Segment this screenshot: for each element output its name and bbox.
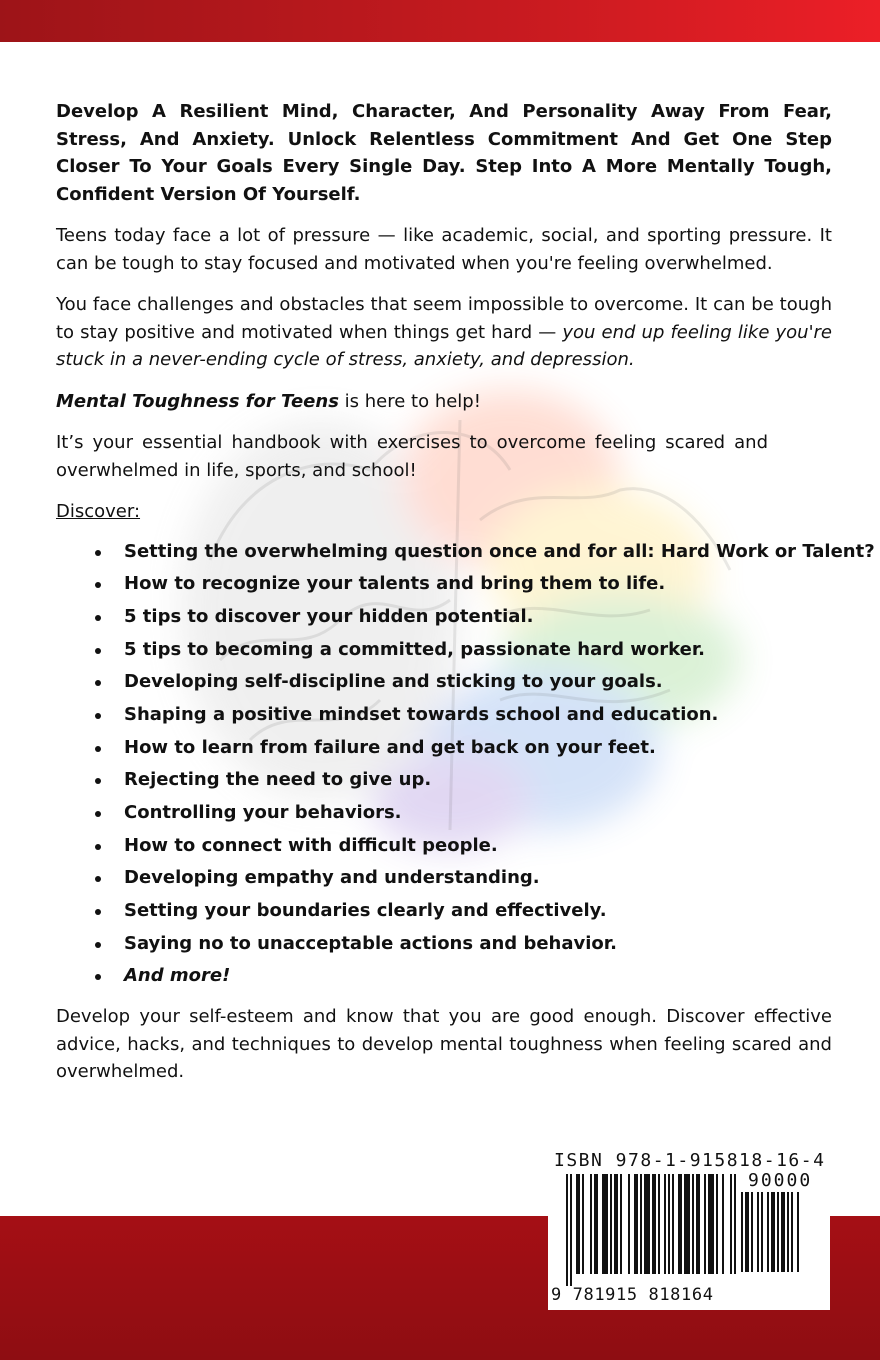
book-title: Mental Toughness for Teens bbox=[56, 390, 339, 412]
barcode-bar bbox=[761, 1192, 763, 1272]
list-item-more: And more! bbox=[56, 960, 832, 993]
barcode-bar bbox=[594, 1174, 598, 1274]
list-item: Developing empathy and understanding. bbox=[56, 862, 832, 895]
barcode-bar bbox=[614, 1174, 618, 1274]
list-item: 5 tips to discover your hidden potential. bbox=[56, 601, 832, 634]
isbn-barcode bbox=[548, 1150, 830, 1310]
barcode-bar bbox=[696, 1174, 700, 1274]
barcode-bar bbox=[684, 1174, 690, 1274]
challenge-text: You face challenges and obstacles that seem impossible to overcome. It can be tough to stay positive and motivated when things get hard — bbox=[56, 294, 832, 343]
barcode-bar bbox=[566, 1174, 568, 1286]
discover-label: Discover: bbox=[56, 501, 141, 522]
barcode-bar bbox=[634, 1174, 638, 1274]
barcode-bars bbox=[566, 1174, 736, 1292]
headline: Develop A Resilient Mind, Character, And Personality Away From Fear, Stress, And Anxiety. Unlock Relentless Commitment And Get One Step Closer To Your Goals Every Single Day. Step Into A More Mentally Tough, Confident Version Of Yourself. bbox=[56, 101, 832, 205]
list-item: Setting the overwhelming question once and for all: Hard Work or Talent? bbox=[56, 536, 832, 569]
barcode-bar bbox=[570, 1174, 572, 1286]
list-item: Controlling your behaviors. bbox=[56, 797, 832, 830]
barcode-bar bbox=[610, 1174, 612, 1274]
barcode-bar bbox=[791, 1192, 793, 1272]
barcode-bar bbox=[668, 1174, 670, 1274]
barcode-bar bbox=[672, 1174, 674, 1274]
barcode-bar bbox=[628, 1174, 630, 1274]
barcode-bar bbox=[716, 1174, 718, 1274]
list-item: Shaping a positive mindset towards school and education. bbox=[56, 699, 832, 732]
isbn-label: ISBN 978-1-915818-16-4 bbox=[554, 1150, 826, 1171]
back-cover-text bbox=[56, 98, 875, 1100]
discover-list bbox=[56, 536, 875, 994]
list-item: How to connect with difficult people. bbox=[56, 830, 832, 863]
list-item: Setting your boundaries clearly and effectively. bbox=[56, 895, 832, 928]
price-barcode-bars bbox=[741, 1192, 821, 1292]
barcode-bar bbox=[787, 1192, 789, 1272]
barcode-bar bbox=[777, 1192, 779, 1272]
closing-paragraph: Develop your self-esteem and know that you are good enough. Discover effective advice, hacks, and techniques to develop mental toughness when feeling scared and overwhelmed. bbox=[56, 1006, 832, 1083]
barcode-digits: 9 781915 818164 bbox=[551, 1285, 714, 1305]
barcode-bar bbox=[658, 1174, 660, 1274]
barcode-bar bbox=[730, 1174, 732, 1274]
list-item: Rejecting the need to give up. bbox=[56, 764, 832, 797]
list-item: Saying no to unacceptable actions and behavior. bbox=[56, 928, 832, 961]
barcode-bar bbox=[781, 1192, 785, 1272]
barcode-bar bbox=[771, 1192, 775, 1272]
barcode-bar bbox=[797, 1192, 799, 1272]
barcode-bar bbox=[708, 1174, 714, 1274]
intro-paragraph: Teens today face a lot of pressure — like academic, social, and sporting pressure. It can be tough to stay focused and motivated when you're feeling overwhelmed. bbox=[56, 225, 832, 274]
book-title-suffix: is here to help! bbox=[338, 390, 481, 412]
handbook-paragraph: It’s your essential handbook with exercises to overcome feeling scared and overwhelmed in life, sports, and school! bbox=[56, 432, 768, 481]
barcode-bar bbox=[757, 1192, 759, 1272]
barcode-bar bbox=[745, 1192, 749, 1272]
barcode-bar bbox=[576, 1174, 580, 1274]
price-code: 90000 bbox=[748, 1170, 813, 1191]
barcode-bar bbox=[678, 1174, 682, 1274]
book-title-line bbox=[56, 388, 832, 416]
barcode-bar bbox=[664, 1174, 666, 1274]
barcode-bar bbox=[692, 1174, 694, 1274]
barcode-bar bbox=[741, 1192, 743, 1272]
barcode-bar bbox=[734, 1174, 736, 1274]
list-item: 5 tips to becoming a committed, passionate hard worker. bbox=[56, 634, 832, 667]
barcode-bar bbox=[582, 1174, 584, 1274]
list-item: How to learn from failure and get back on your feet. bbox=[56, 732, 832, 765]
barcode-bar bbox=[602, 1174, 608, 1274]
barcode-bar bbox=[767, 1192, 769, 1272]
barcode-bar bbox=[722, 1174, 724, 1274]
challenge-paragraph bbox=[56, 291, 832, 374]
barcode-bar bbox=[620, 1174, 622, 1274]
barcode-bar bbox=[751, 1192, 753, 1272]
barcode-bar bbox=[590, 1174, 592, 1274]
barcode-bar bbox=[644, 1174, 650, 1274]
barcode-bar bbox=[640, 1174, 642, 1274]
top-color-band bbox=[0, 0, 880, 42]
list-item: Developing self-discipline and sticking to your goals. bbox=[56, 666, 832, 699]
barcode-bar bbox=[704, 1174, 706, 1274]
list-item: How to recognize your talents and bring them to life. bbox=[56, 568, 832, 601]
barcode-bar bbox=[652, 1174, 656, 1274]
challenge-italic-text: you end up feeling like you're stuck in a never-ending cycle of stress, anxiety, and depression. bbox=[56, 321, 832, 370]
